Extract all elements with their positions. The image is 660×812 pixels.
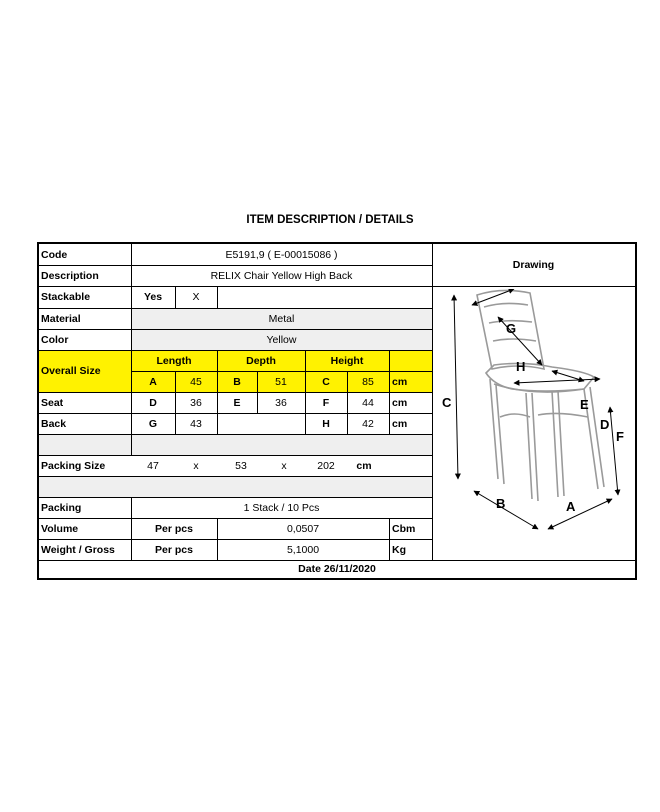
back-label: Back [41,417,67,430]
overall-size-label: Overall Size [41,365,101,377]
chair-outline [477,290,604,501]
dim-b-value: 51 [275,375,287,388]
seat-label: Seat [41,396,64,409]
stackable-yes: Yes [143,291,163,303]
volume-value: 0,0507 [286,522,320,535]
dim-d-value: 36 [190,396,202,409]
material-value: Metal [268,312,295,325]
description-value: RELIX Chair Yellow High Back [210,269,353,282]
volume-unit: Cbm [392,522,416,535]
dim-label-e: E [580,397,589,412]
dim-d-letter: D [149,396,157,409]
stackable-mark: X [192,291,200,303]
weight-per: Per pcs [155,543,193,556]
dim-label-h: H [516,359,526,374]
weight-label: Weight / Gross [41,543,115,556]
dim-e-value: 36 [275,396,287,409]
height-header: Height [330,354,364,367]
depth-header: Depth [246,354,276,367]
dim-c-letter: C [322,375,330,388]
overall-unit: cm [392,375,408,388]
document-date: Date 26/11/2020 [298,563,376,575]
volume-per: Per pcs [155,522,193,535]
packing-size-unit: cm [356,459,372,472]
dim-label-f: F [616,429,624,444]
packing-depth: 53 [235,459,247,472]
material-label: Material [41,312,81,325]
weight-value: 5,1000 [286,543,320,556]
dim-f-value: 44 [362,396,374,409]
dim-label-d: D [600,417,610,432]
dim-label-g: G [506,321,517,336]
stackable-label: Stackable [41,291,91,303]
packing-value: 1 Stack / 10 Pcs [243,501,320,514]
item-details-table [37,242,637,580]
document-title: ITEM DESCRIPTION / DETAILS [246,214,414,226]
dim-label-c: C [442,395,452,410]
dim-a-value: 45 [190,375,202,388]
drawing-header: Drawing [512,259,555,271]
dim-e-letter: E [233,396,241,409]
dim-h-letter: H [322,417,330,430]
weight-unit: Kg [392,543,406,556]
dim-f-letter: F [322,396,330,409]
spacer-row-shade [39,434,432,455]
packing-times-2: x [281,459,287,472]
color-value: Yellow [266,333,297,346]
packing-label: Packing [41,501,82,514]
dim-g-letter: G [148,417,158,430]
dim-label-a: A [566,499,576,514]
dim-h-value: 42 [362,417,374,430]
dim-label-b: B [496,496,506,511]
back-unit: cm [392,417,408,430]
dim-a-letter: A [149,375,157,388]
description-label: Description [41,269,99,282]
code-value: E5191,9 ( E-00015086 ) [225,248,338,261]
dim-b-letter: B [233,375,241,388]
dim-g-value: 43 [190,417,202,430]
color-label: Color [41,333,69,346]
dim-c-value: 85 [362,375,374,388]
packing-height: 202 [317,459,335,472]
seat-unit: cm [392,396,408,409]
packing-size-label: Packing Size [41,459,106,472]
code-label: Code [41,248,68,261]
volume-label: Volume [41,522,79,535]
spacer-row-shade [39,476,432,497]
packing-length: 47 [147,459,159,472]
length-header: Length [156,354,192,367]
chair-dimension-drawing [434,289,635,559]
packing-times-1: x [193,459,199,472]
